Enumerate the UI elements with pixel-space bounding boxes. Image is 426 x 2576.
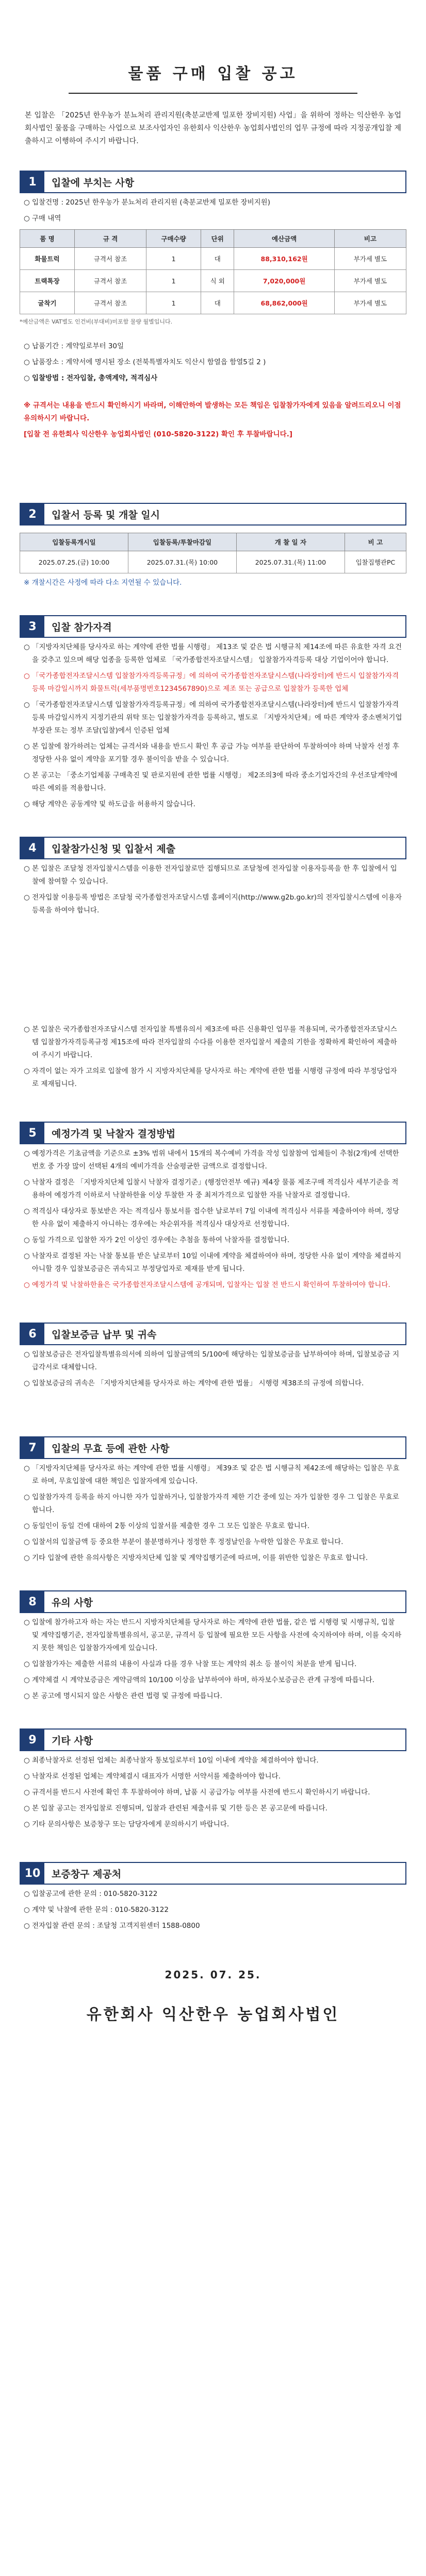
table-note: *예산금액은 VAT별도 인건비(부대비)미포함 물량 월별입니다.: [20, 318, 173, 325]
bullet-item: ○ 입찰보증금은 전자입찰특별유의서에 의하여 입찰금액의 5/100에 해당하는 입찰보증금을 납부하여야 하며, 입찰보증금 지급각서로 대체합니다.: [24, 1348, 402, 1374]
bullet-item: ○ 규격서를 반드시 사전에 확인 후 투찰하여야 하며, 납품 시 공급가능 여부를 사전에 반드시 확인하시기 바랍니다.: [24, 1786, 402, 1799]
bullet-item: ○ 입찰참가자는 제출한 서류의 내용이 사실과 다를 경우 낙찰 또는 계약의 취소 등 불이익 처분을 받게 됩니다.: [24, 1658, 402, 1671]
section-title: 기타 사항: [52, 1735, 93, 1747]
section-number: 8: [21, 1591, 44, 1612]
notice-date: 2025. 07. 25.: [165, 1969, 261, 1981]
table-cell: 88,310,162원: [234, 248, 334, 270]
table-row: [20, 248, 406, 270]
table-header-row: [20, 230, 406, 248]
bullet-item: ○ 동일인이 동일 건에 대하여 2통 이상의 입찰서를 제출한 경우 그 모든 입찰은 무효로 합니다.: [24, 1520, 402, 1533]
section-number: 2: [21, 504, 44, 524]
section-header-6: [20, 1323, 406, 1345]
warning-note: [입찰 전 유한회사 익산한우 농업회사법인 (010-5820-3122) 확인 후 투찰바랍니다.]: [24, 430, 293, 438]
table-cell: 규격서 참조: [74, 248, 146, 270]
bullet-item: ○ 낙찰자로 선정된 업체는 계약체결시 대표자가 서명한 서약서를 제출하여야 합니다.: [24, 1770, 402, 1783]
schedule-table: [20, 533, 406, 573]
section-number: 6: [21, 1324, 44, 1344]
table-row: [20, 292, 406, 314]
bullet-item: ○ 최종낙찰자로 선정된 업체는 최종낙찰자 통보일로부터 10일 이내에 계약을 체결하여야 합니다.: [24, 1754, 402, 1767]
section-title: 예정가격 및 낙찰자 결정방법: [52, 1128, 176, 1140]
table-cell: 1: [146, 248, 201, 270]
bullet-item: ○ 예정가격은 기초금액을 기준으로 ±3% 범위 내에서 15개의 복수예비 가격을 작성 입찰참여 업체들이 추첨(2개)에 선택한 번호 중 가장 많이 선택된 4개의 예비가격을 산술평균한 금액으로 결정합니다.: [24, 1147, 402, 1173]
bullet-item: ○ 입찰서의 입찰금액 등 중요한 부분이 불분명하거나 정정한 후 정정날인을 누락한 입찰은 무효로 합니다.: [24, 1536, 402, 1549]
section-number: 5: [21, 1123, 44, 1143]
section-header-5: [20, 1122, 406, 1144]
table-header-cell: 입찰등록개시일: [20, 533, 128, 551]
bullet-item: ○ 낙찰자로 결정된 자는 낙찰 통보를 받은 날로부터 10일 이내에 계약을 체결하여야 하며, 정당한 사유 없이 계약을 체결하지 아니할 경우 입찰보증금은 귀속되고 부정당업자로 제재를 받게 됩니다.: [24, 1250, 402, 1276]
section-title: 유의 사항: [52, 1597, 93, 1608]
table-cell: 부가세 별도: [334, 292, 406, 314]
section-number: 4: [21, 838, 44, 858]
table-cell: 화물트럭: [20, 248, 75, 270]
section-header-7: [20, 1436, 406, 1459]
table-cell: 1: [146, 270, 201, 292]
table-header-row: [20, 533, 406, 551]
section-title: 입찰참가신청 및 입찰서 제출: [52, 843, 176, 855]
bullet-item: ○ 전자입찰 관련 문의 : 조달청 고객지원센터 1588-0800: [24, 1920, 402, 1933]
section-header-8: [20, 1590, 406, 1613]
section-header-2: [20, 503, 406, 526]
table-cell: 2025.07.25.(금) 10:00: [20, 551, 128, 573]
section-number: 1: [21, 172, 44, 192]
section-number: 7: [21, 1437, 44, 1458]
bullet-item: ○ 기타 문의사항은 보증창구 또는 담당자에게 문의하시기 바랍니다.: [24, 1818, 402, 1831]
table-cell: 대: [201, 292, 234, 314]
bullet-item: ○ 본 입찰은 조달청 전자입찰시스템을 이용한 전자입찰로만 집행되므로 조달청에 전자입찰 이용자등록을 한 후 입찰에서 입찰에 참여할 수 있습니다.: [24, 862, 402, 888]
table-header-cell: 예산금액: [234, 230, 334, 248]
bullet-item: ○ 예정가격 및 낙찰하한율은 국가종합전자조달시스템에 공개되며, 입찰자는 입찰 전 반드시 확인하여 투찰하여야 합니다.: [24, 1279, 402, 1292]
bullet-item: ○ 낙찰자 결정은 「지방자치단체 입찰시 낙찰자 결정기준」(행정안전부 예규) 제4장 물품 제조구매 적격심사 세부기준을 적용하여 예정가격 이하로서 낙찰하한율 이상 투찰한 자 중 최저가격으로 입찰한 자를 낙찰자로 결정합니다.: [24, 1176, 402, 1202]
bullet-item: ○ 「지방자치단체를 당사자로 하는 계약에 관한 법률 시행령」 제13조 및 같은 법 시행규칙 제14조에 따른 유효한 자격 요건을 갖추고 있으며 해당 업종을 등록한 업체로 「국가종합전자조달시스템」 입찰참가자격등록 대상 기업이어야 합니다.: [24, 641, 402, 667]
title-divider: [69, 93, 357, 94]
bullet-item: ○ 본 공고는 「중소기업제품 구매촉진 및 판로지원에 관한 법률 시행령」 제2조의3에 따라 중소기업자간의 우선조달계약에 따른 예외를 적용합니다.: [24, 769, 402, 795]
bullet-item: ○ 본 입찰은 국가종합전자조달시스템 전자입찰 특별유의서 제3조에 따른 신용확인 업무를 적용되며, 국가종합전자조달시스템 입찰참가자격등록규정 제15조에 따라 전자입찰의 수다를 이용한 전자입찰서 제출의 기한을 정확하게 확인하여 제출하여 주시기 바랍니다.: [24, 1023, 402, 1062]
table-header-cell: 비 고: [345, 533, 406, 551]
section-number: 10: [21, 1863, 44, 1884]
table-cell: 2025.07.31.(목) 11:00: [236, 551, 345, 573]
table-header-cell: 구매수량: [146, 230, 201, 248]
bullet-item: ○ 입찰건명 : 2025년 한우농가 분뇨처리 관리지원 (축분교반제 밀포한 장비지원): [24, 196, 402, 209]
bullet-item: ○ 입찰참가자격 등록을 하지 아니한 자가 입찰하거나, 입찰참가자격 제한 기간 중에 있는 자가 입찰한 경우 그 입찰은 무효로 합니다.: [24, 1491, 402, 1517]
section-title: 입찰에 부치는 사항: [52, 177, 135, 189]
section-number: 3: [21, 616, 44, 637]
bullet-item: ○ 본 입찰 공고는 전자입찰로 진행되며, 입찰과 관련된 제출서류 및 기한 등은 본 공고문에 따릅니다.: [24, 1802, 402, 1815]
warning-note: ※ 규격서는 내용을 반드시 확인하시기 바라며, 이해안하여 발생하는 모든 책임은 입찰참가자에게 있음을 알려드리오니 이점 유의하시기 바랍니다.: [24, 401, 401, 422]
bullet-item: ○ 계약 및 낙찰에 관한 문의 : 010-5820-3122: [24, 1904, 402, 1917]
section-title: 입찰서 등록 및 개찰 일시: [52, 509, 160, 521]
table-row: [20, 270, 406, 292]
issuer-name: 유한회사 익산한우 농업회사법인: [86, 2006, 340, 2024]
table-cell: 68,862,000원: [234, 292, 334, 314]
table-cell: 입찰집행관PC: [345, 551, 406, 573]
section-header-3: [20, 615, 406, 638]
table-cell: 1: [146, 292, 201, 314]
section-title: 입찰보증금 납부 및 귀속: [52, 1329, 157, 1341]
table-cell: 굴착기: [20, 292, 75, 314]
bullet-item: ○ 「국가종합전자조달시스템 입찰참가자격등록규정」에 의하여 국가종합전자조달시스템(나라장터)에 반드시 입찰참가자격등록 마감일시까지 화물트럭(세부품명번호1234567890)으로 제조 또는 공급으로 입찰참가 등록한 업체: [24, 670, 402, 696]
table-row: [20, 551, 406, 573]
bullet-item: ○ 입찰공고에 관한 문의 : 010-5820-3122: [24, 1888, 402, 1901]
bullet-item: ○ 해당 계약은 공동계약 및 하도급을 허용하지 않습니다.: [24, 798, 402, 811]
table-cell: 규격서 참조: [74, 270, 146, 292]
bullet-item: ○ 본 공고에 명시되지 않은 사항은 관련 법령 및 규정에 따릅니다.: [24, 1690, 402, 1703]
bullet-item: ○ 납품기간 : 계약일로부터 30일: [24, 340, 402, 353]
section-title: 입찰 참가자격: [52, 621, 112, 633]
bullet-item: ○ 자격이 없는 자가 고의로 입찰에 참가 시 지방자치단체를 당사자로 하는 계약에 관한 법률 시행령 규정에 따라 부정당업자로 제재됩니다.: [24, 1065, 402, 1091]
table-header-cell: 입찰등록/투찰마감일: [128, 533, 236, 551]
bullet-item: ○ 입찰에 참가하고자 하는 자는 반드시 지방자치단체를 당사자로 하는 계약에 관한 법률, 같은 법 시행령 및 시행규칙, 입찰 및 계약집행기준, 전자입찰특별유의서, 공고문, 규격서 등 입찰에 필요한 모든 사항을 사전에 숙지하여야 하며, 이를 숙지하지 못한 책임은 입찰참가자에게 있습니다.: [24, 1616, 402, 1655]
section-header-4: [20, 837, 406, 859]
bullet-item: ○ 본 입찰에 참가하려는 업체는 규격서와 내용을 반드시 확인 후 공급 가능 여부를 판단하여 투찰하여야 하며 낙찰자 선정 후 정당한 사유 없이 계약을 포기할 경우 불이익을 받을 수 있습니다.: [24, 740, 402, 766]
bullet-item: ○ 「국가종합전자조달시스템 입찰참가자격등록규정」에 의하여 국가종합전자조달시스템(나라장터)에 반드시 입찰참가자격등록 마감일시까지 지정기관의 위탁 또는 입찰참가자격을 등록하고, 별도로 「지방자치단체」에 따른 계약자 중소벤처기업부장관 또는 정부 조달(입찰)에서 인증된 업체: [24, 699, 402, 737]
section-header-10: [20, 1862, 406, 1885]
bullet-item: ○ 입찰방법 : 전자입찰, 총액계약, 적격심사: [24, 372, 402, 385]
section-title: 입찰의 무효 등에 관한 사항: [52, 1443, 170, 1454]
bullet-item: ○ 전자입찰 이용등록 방법은 조달청 국가종합전자조달시스템 홈페이지(http://www.g2b.go.kr)의 전자입찰시스템에 이용자등록을 하여야 합니다.: [24, 891, 402, 917]
table-cell: 7,020,000원: [234, 270, 334, 292]
bullet-item: ○ 동일 가격으로 입찰한 자가 2인 이상인 경우에는 추첨을 통하여 낙찰자를 결정합니다.: [24, 1234, 402, 1247]
table-header-cell: 품 명: [20, 230, 75, 248]
section-number: 9: [21, 1730, 44, 1750]
page-title: 물품 구매 입찰 공고: [128, 65, 298, 83]
bullet-item: ○ 납품장소 : 계약서에 명시된 장소 (전북특별자치도 익산시 함열읍 함열5길 2 ): [24, 356, 402, 369]
section-header-9: [20, 1728, 406, 1751]
bullet-item: ○ 구매 내역: [24, 212, 402, 225]
table-cell: 식 외: [201, 270, 234, 292]
table-header-cell: 규 격: [74, 230, 146, 248]
table-cell: 부가세 별도: [334, 248, 406, 270]
section-header-1: [20, 171, 406, 193]
bullet-item: ○ 「지방자치단체를 당사자로 하는 계약에 관한 법률 시행령」 제39조 및 같은 법 시행규칙 제42조에 해당하는 입찰은 무효로 하며, 무효입찰에 대한 책임은 입찰자에게 있습니다.: [24, 1462, 402, 1488]
table-cell: 대: [201, 248, 234, 270]
schedule-note: ※ 개찰시간은 사정에 따라 다소 지연될 수 있습니다.: [24, 579, 182, 587]
bullet-item: ○ 입찰보증금의 귀속은 「지방자치단체를 당사자로 하는 계약에 관한 법률」 시행령 제38조의 규정에 의합니다.: [24, 1377, 402, 1390]
bullet-item: ○ 기타 입찰에 관한 유의사항은 지방자치단체 입찰 및 계약집행기준에 따르며, 이를 위반한 입찰은 무효로 합니다.: [24, 1552, 402, 1565]
intro-paragraph: 본 입찰은 「2025년 한우농가 분뇨처리 관리지원(축분교반제 밀포한 장비지원) 사업」을 위하여 정하는 익산한우 농업회사법인 물품을 구매하는 사업으로 보조사업자인 유한회사 익산한우 농업회사법인의 업무 규정에 따라 지정공개입찰 제출하시고 이행하여 주시기 바랍니다.: [25, 111, 401, 145]
bullet-item: ○ 계약체결 시 계약보증금은 계약금액의 10/100 이상을 납부하여야 하며, 하자보수보증금은 관계 규정에 따릅니다.: [24, 1674, 402, 1687]
table-cell: 규격서 참조: [74, 292, 146, 314]
purchase-table: [20, 229, 406, 314]
table-header-cell: 개 찰 일 자: [236, 533, 345, 551]
section-title: 보증창구 제공처: [52, 1868, 122, 1880]
table-header-cell: 단위: [201, 230, 234, 248]
table-header-cell: 비고: [334, 230, 406, 248]
table-cell: 부가세 별도: [334, 270, 406, 292]
bullet-item: ○ 적격심사 대상자로 통보받은 자는 적격심사 통보서를 접수한 날로부터 7일 이내에 적격심사 서류를 제출하여야 하며, 정당한 사유 없이 제출하지 아니하는 경우에는 차순위자를 적격심사 대상자로 선정합니다.: [24, 1205, 402, 1231]
table-cell: 2025.07.31.(목) 10:00: [128, 551, 236, 573]
table-cell: 트랙톡장: [20, 270, 75, 292]
